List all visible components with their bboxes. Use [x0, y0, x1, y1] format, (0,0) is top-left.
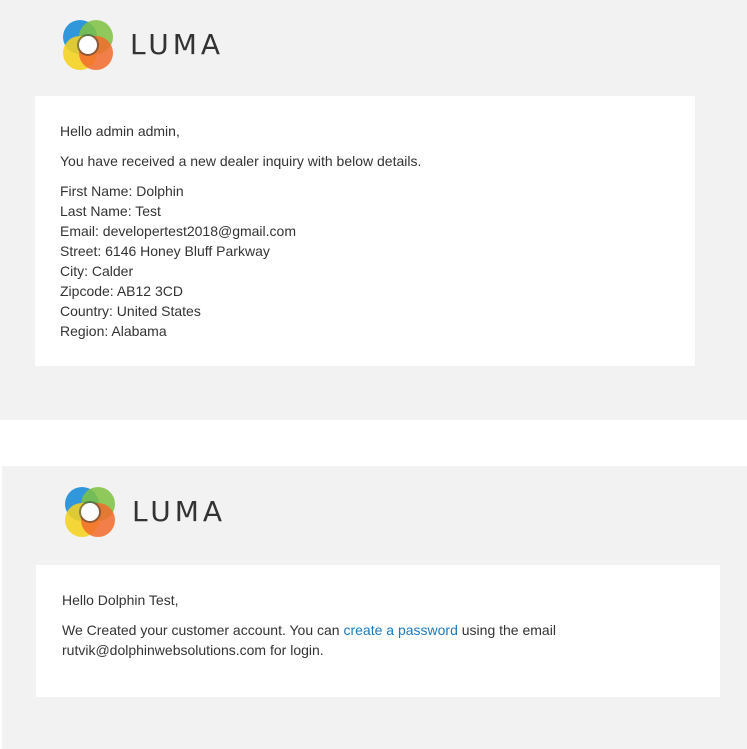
greeting-text: Hello admin admin, [60, 123, 180, 139]
message-text: We Created your customer account. You can [62, 622, 344, 638]
detail-first-name: First Name: Dolphin [60, 183, 184, 199]
detail-last-name: Last Name: Test [60, 203, 161, 219]
create-password-link[interactable]: create a password [343, 622, 458, 638]
detail-region: Region: Alabama [60, 323, 167, 339]
intro-text: You have received a new dealer inquiry with below details. [60, 153, 422, 169]
message-text: using the email [457, 622, 556, 638]
luma-logo-icon [62, 484, 118, 540]
detail-country: Country: United States [60, 303, 201, 319]
luma-logo [60, 17, 224, 73]
detail-zipcode: Zipcode: AB12 3CD [60, 283, 183, 299]
inquiry-details [60, 181, 670, 341]
message-text: rutvik@dolphinwebsolutions.com for login. [62, 642, 324, 658]
detail-email: Email: developertest2018@gmail.com [60, 223, 296, 239]
detail-city: City: Calder [60, 263, 134, 279]
email-body-card [35, 96, 695, 366]
email-body-card [36, 565, 720, 697]
greeting-text: Hello Dolphin Test, [62, 592, 179, 608]
logo-wordmark: LUMA [130, 28, 225, 61]
detail-street: Street: 6146 Honey Bluff Parkway [60, 243, 270, 259]
account-message [62, 620, 694, 660]
logo-wordmark: LUMA [132, 495, 227, 528]
luma-logo-icon [60, 17, 116, 73]
luma-logo [62, 484, 226, 540]
